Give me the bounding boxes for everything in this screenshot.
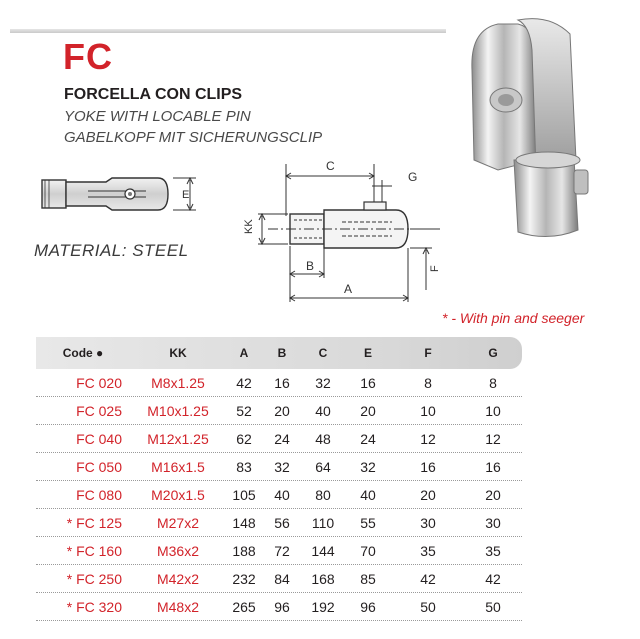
cell-code-value: FC 320 — [76, 598, 122, 615]
table-row — [36, 369, 522, 397]
cell-e: 70 — [360, 542, 376, 559]
dim-label-e: E — [182, 189, 190, 201]
cell-e: 55 — [360, 514, 376, 531]
dim-label-g: G — [408, 170, 418, 184]
cell-code — [36, 431, 130, 447]
seeger-marker: * — [66, 598, 73, 615]
table-header — [36, 337, 522, 369]
cell-c: 144 — [311, 542, 335, 559]
seeger-marker: * — [66, 542, 73, 559]
cell-b: 96 — [274, 598, 290, 615]
cell-e: 24 — [360, 430, 376, 447]
cell-kk: M12x1.25 — [147, 430, 209, 447]
cell-f: 35 — [420, 542, 436, 559]
col-header-b: B — [277, 346, 287, 360]
cell-code-value: FC 040 — [76, 430, 122, 447]
cell-b: 84 — [274, 570, 290, 587]
cell-code-value: FC 050 — [76, 458, 122, 475]
cell-code-value: FC 160 — [76, 542, 122, 559]
col-header-kk: KK — [169, 346, 187, 360]
cell-b: 16 — [274, 374, 290, 391]
cell-code-value: FC 020 — [76, 374, 122, 391]
col-header-c: C — [318, 346, 328, 360]
cell-c: 32 — [315, 374, 331, 391]
cell-b: 24 — [274, 430, 290, 447]
pin-seeger-note: * - With pin and seeger — [442, 310, 585, 326]
cell-a: 83 — [236, 458, 252, 475]
cell-f: 16 — [420, 458, 436, 475]
title-german: GABELKOPF MIT SICHERUNGSCLIP — [64, 129, 323, 146]
title-italian: FORCELLA CON CLIPS — [64, 86, 243, 103]
col-header-g: G — [488, 346, 498, 360]
table-row — [36, 481, 522, 509]
cell-a: 52 — [236, 402, 252, 419]
table-row — [36, 425, 522, 453]
cell-c: 168 — [311, 570, 335, 587]
dim-label-b: B — [306, 259, 315, 273]
cell-c: 64 — [315, 458, 331, 475]
cell-g: 16 — [485, 458, 501, 475]
cell-a: 232 — [232, 570, 256, 587]
cell-c: 110 — [311, 514, 335, 531]
col-header-a: A — [239, 346, 249, 360]
cell-b: 32 — [274, 458, 290, 475]
cell-code-value: FC 025 — [76, 402, 122, 419]
cell-f: 20 — [420, 486, 436, 503]
col-header-code: Code ● — [62, 346, 104, 360]
cell-code-value: FC 125 — [76, 514, 122, 531]
cell-e: 32 — [360, 458, 376, 475]
dim-label-c: C — [326, 159, 335, 173]
yoke-product-photo — [458, 10, 636, 242]
table-row — [36, 397, 522, 425]
seeger-marker: * — [66, 514, 73, 531]
cell-kk: M16x1.5 — [151, 458, 205, 475]
yoke-dimension-drawing — [232, 150, 442, 310]
cell-code — [36, 459, 130, 475]
cell-code — [36, 403, 130, 419]
cell-f: 12 — [420, 430, 436, 447]
cell-g: 50 — [485, 598, 501, 615]
cell-e: 40 — [360, 486, 376, 503]
table-row — [36, 453, 522, 481]
cell-e: 85 — [360, 570, 376, 587]
material-label: MATERIAL: STEEL — [34, 241, 189, 260]
cell-kk: M36x2 — [156, 542, 200, 559]
cell-a: 148 — [232, 514, 256, 531]
cell-g: 30 — [485, 514, 501, 531]
cell-kk: M48x2 — [156, 598, 200, 615]
cell-code — [36, 487, 130, 503]
cell-c: 40 — [315, 402, 331, 419]
dim-label-a: A — [344, 282, 353, 296]
cell-g: 20 — [485, 486, 501, 503]
cell-a: 62 — [236, 430, 252, 447]
title-english: YOKE WITH LOCABLE PIN — [64, 108, 251, 125]
cell-b: 20 — [274, 402, 290, 419]
cell-a: 265 — [232, 598, 256, 615]
table-row — [36, 537, 522, 565]
cell-code — [36, 375, 130, 391]
cell-a: 42 — [236, 374, 252, 391]
cell-code — [36, 571, 130, 587]
cell-b: 72 — [274, 542, 290, 559]
cell-b: 56 — [274, 514, 290, 531]
product-code-title: FC — [63, 36, 113, 77]
cell-g: 42 — [485, 570, 501, 587]
cell-f: 42 — [420, 570, 436, 587]
cell-f: 10 — [420, 402, 436, 419]
cell-kk: M10x1.25 — [147, 402, 209, 419]
cell-b: 40 — [274, 486, 290, 503]
cell-c: 80 — [315, 486, 331, 503]
cell-e: 16 — [360, 374, 376, 391]
cell-e: 96 — [360, 598, 376, 615]
col-header-f: F — [424, 346, 432, 360]
col-header-e: E — [363, 346, 372, 360]
cell-c: 48 — [315, 430, 331, 447]
cell-kk: M27x2 — [156, 514, 200, 531]
cell-code-value: FC 080 — [76, 486, 122, 503]
cell-g: 8 — [489, 374, 497, 391]
cell-a: 105 — [232, 486, 256, 503]
cell-code-value: FC 250 — [76, 570, 122, 587]
cell-f: 30 — [420, 514, 436, 531]
yoke-side-view-drawing — [28, 160, 238, 230]
table-row — [36, 509, 522, 537]
cell-g: 35 — [485, 542, 501, 559]
table-row — [36, 565, 522, 593]
cell-code — [36, 543, 130, 559]
header-rule — [10, 29, 446, 33]
cell-kk: M8x1.25 — [151, 374, 205, 391]
cell-code — [36, 599, 130, 615]
seeger-marker: * — [66, 570, 73, 587]
cell-kk: M20x1.5 — [151, 486, 205, 503]
cell-e: 20 — [360, 402, 376, 419]
cell-f: 50 — [420, 598, 436, 615]
dim-label-f: F — [429, 265, 441, 272]
cell-g: 12 — [485, 430, 501, 447]
table-row — [36, 593, 522, 621]
dim-label-kk: KK — [243, 219, 255, 234]
cell-f: 8 — [424, 374, 432, 391]
cell-code — [36, 515, 130, 531]
dimension-table — [36, 337, 522, 621]
cell-kk: M42x2 — [156, 570, 200, 587]
cell-a: 188 — [232, 542, 256, 559]
cell-g: 10 — [485, 402, 501, 419]
cell-c: 192 — [311, 598, 335, 615]
